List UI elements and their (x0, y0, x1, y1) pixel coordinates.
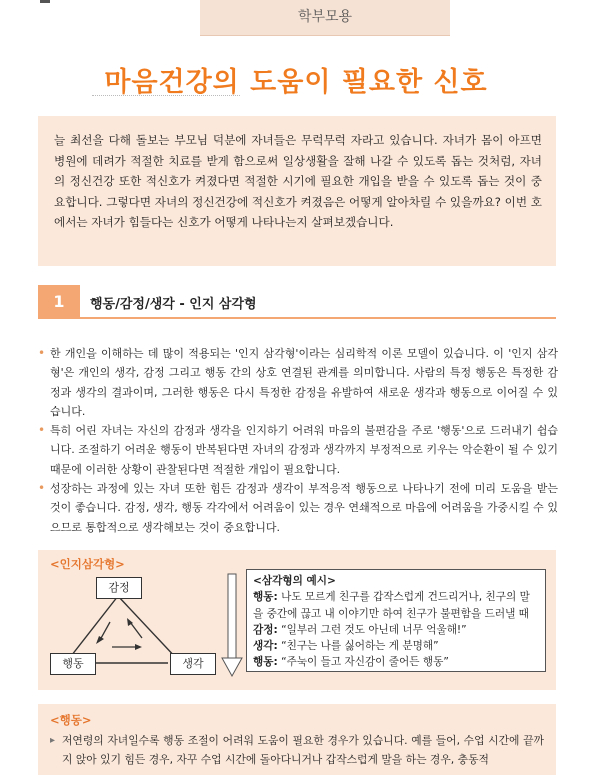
top-mark (40, 0, 50, 3)
behavior-label: <행동> (50, 713, 92, 727)
cognitive-triangle-panel (38, 550, 556, 690)
cycle-arrow (100, 622, 110, 640)
down-arrow-shaft (228, 574, 236, 658)
example-thought: 생각: “친구는 나를 싫어하는 게 분명해” (253, 640, 439, 653)
cycle-arrow (130, 622, 142, 638)
node-thought: 생각 (170, 653, 216, 675)
behavior-panel (38, 704, 556, 775)
diagram-label: <인지삼각형> (50, 557, 125, 571)
cycle-arrow-head (135, 644, 142, 650)
example-box (246, 569, 546, 672)
bullet-item: • 성장하는 과정에 있는 자녀 또한 힘든 감정과 생각이 부적응적 행동으로 나타나기 전에 미리 도움을 받는 것이 좋습니다. 감정, 생각, 행동 각각에서 어려움이 있는 경우 연쇄적으로 마음에 어려움을 가중시킬 수 있으므로 통합적으로 생각해보는 것이 중요합니다. (38, 479, 558, 537)
example-behavior: 행동: 나도 모르게 친구를 갑작스럽게 건드리거나, 친구의 말을 중간에 끊고 내 이야기만 하여 친구가 불편함을 드러낼 때 (253, 591, 530, 620)
triangle-edge (68, 596, 118, 660)
cycle-arrow-head (96, 636, 104, 644)
bullet-item: • 특히 어린 자녀는 자신의 감정과 생각을 인지하기 어려워 마음의 불편감을 주로 '행동'으로 드러내기 쉽습니다. 조절하기 어려운 행동이 반복된다면 자녀의 감정과 생각까지 부정적으로 키우는 악순환이 될 수 있기 때문에 이러한 상황이 관찰된다면 적절한 개입이 필요합니다. (38, 421, 558, 479)
example-behavior-2: 행동: “주눅이 들고 자신감이 줄어든 행동” (253, 656, 449, 669)
section-heading (38, 285, 556, 319)
example-emotion: 감정: “일부러 그런 것도 아닌데 너무 억울해!” (253, 623, 467, 636)
node-behavior: 행동 (50, 653, 96, 675)
bullet-list (38, 344, 558, 537)
bullet-item: • 한 개인을 이해하는 데 많이 적용되는 '인지 삼각형'이라는 심리학적 이론 모델이 있습니다. 이 '인지 삼각형'은 개인의 생각, 감정 그리고 행동 간의 상호 연결된 관계를 의미합니다. 사람의 특정 행동은 특정한 감정과 생각의 결과이며, 그러한 행동은 다시 특정한 감정을 유발하여 새로운 생각과 행동으로 이어질 수 있습니다. (38, 344, 558, 421)
down-arrow-head (222, 658, 242, 676)
intro-paragraph: 늘 최선을 다해 돌보는 부모님 덕분에 자녀들은 무럭무럭 자라고 있습니다. 자녀가 몸이 아프면 병원에 데려가 적절한 치료를 받게 함으로써 일상생활을 잘해 나갈 수 있도록 돕는 것처럼, 자녀의 정신건강 또한 적신호가 켜졌다면 적절한 시기에 필요한 개입을 받을 수 있도록 돕는 것이 중요합니다. 그렇다면 자녀의 정신건강에 적신호가 켜졌음은 어떻게 알아차릴 수 있을까요? 이번 호에서는 자녀가 힘들다는 신호가 어떻게 나타나는지 살펴보겠습니다. (38, 116, 556, 266)
section-number: 1 (38, 285, 80, 319)
section-tab: 학부모용 (200, 0, 450, 36)
title-underline (92, 95, 240, 96)
node-emotion: 감정 (96, 577, 142, 599)
page-title: 마음건강의 도움이 필요한 신호 (104, 67, 488, 98)
triangle-edge (118, 596, 178, 660)
example-title: <삼각형의 예시> (253, 575, 336, 587)
behavior-text: ▸ 저연령의 자녀일수록 행동 조절이 어려워 도움이 필요한 경우가 있습니다. 예를 들어, 수업 시간에 끝까지 앉아 있기 힘든 경우, 자꾸 수업 시간에 돌아다니거나 갑작스럽게 말을 하는 경우, 충동적 (50, 731, 544, 769)
section-heading-text: 행동/감정/생각 - 인지 삼각형 (90, 297, 257, 312)
